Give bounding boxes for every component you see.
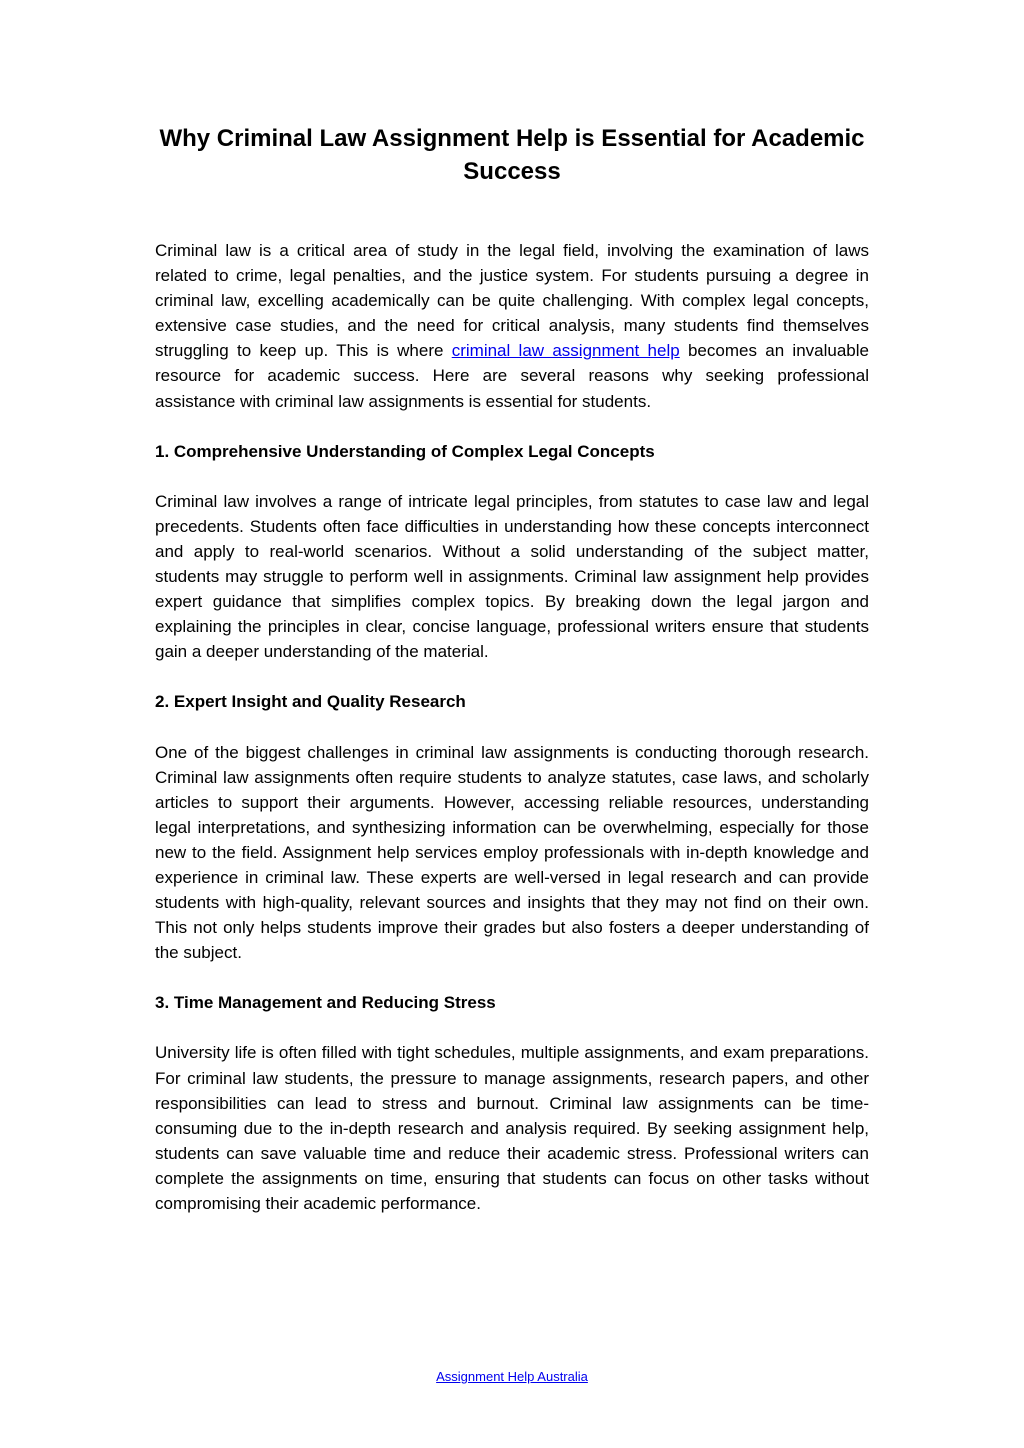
- section-body-3: University life is often filled with tight schedules, multiple assignments, and exam preparations. For criminal law students, the pressure to manage assignments, research papers, and other responsibilities can lead to stress and burnout. Criminal law assignments can be time-consuming due to the in-depth research and analysis required. By seeking assignment help, students can save valuable time and reduce their academic stress. Professional writers can complete the assignments on time, ensuring that students can focus on other tasks without compromising their academic performance.: [155, 1043, 869, 1213]
- footer-link[interactable]: Assignment Help Australia: [436, 1369, 588, 1384]
- intro-paragraph: [155, 238, 869, 414]
- intro-text-before-link: Criminal law is a critical area of study in the legal field, involving the examination of laws related to crime, legal penalties, and the justice system. For students pursuing a degree in criminal law, excelling academically can be quite challenging. With complex legal concepts, extensive case studies, and the need for critical analysis, many students find themselves struggling to keep up. This is where: [155, 241, 869, 361]
- section-heading-1: 1. Comprehensive Understanding of Complex Legal Concepts: [155, 441, 655, 461]
- page-footer: [0, 1368, 1024, 1386]
- criminal-law-assignment-help-link[interactable]: criminal law assignment help: [451, 341, 680, 361]
- intro-text-after-link: becomes an invaluable resource for academic success. Here are several reasons why seeking professional assistance with criminal law assignments is essential for students.: [155, 341, 869, 411]
- section-body-2: One of the biggest challenges in criminal law assignments is conducting thorough research. Criminal law assignments often require students to analyze statutes, case laws, and scholarly articles to support their arguments. However, accessing reliable resources, understanding legal interpretations, and synthesizing information can be overwhelming, especially for those new to the field. Assignment help services employ professionals with in-depth knowledge and experience in criminal law. These experts are well-versed in legal research and can provide students with high-quality, relevant sources and insights that they may not find on their own. This not only helps students improve their grades but also fosters a deeper understanding of the subject.: [155, 742, 869, 963]
- section-heading-2: 2. Expert Insight and Quality Research: [155, 692, 466, 712]
- document-page: [155, 122, 869, 1241]
- section-heading-3: 3. Time Management and Reducing Stress: [155, 993, 496, 1013]
- section-body-1: Criminal law involves a range of intricate legal principles, from statutes to case law and legal precedents. Students often face difficulties in understanding how these concepts interconnect and apply to real-world scenarios. Without a solid understanding of the subject matter, students may struggle to perform well in assignments. Criminal law assignment help provides expert guidance that simplifies complex topics. By breaking down the legal jargon and explaining the principles in clear, concise language, professional writers ensure that students gain a deeper understanding of the material.: [155, 491, 869, 662]
- document-title: Why Criminal Law Assignment Help is Essential for Academic Success: [159, 125, 865, 185]
